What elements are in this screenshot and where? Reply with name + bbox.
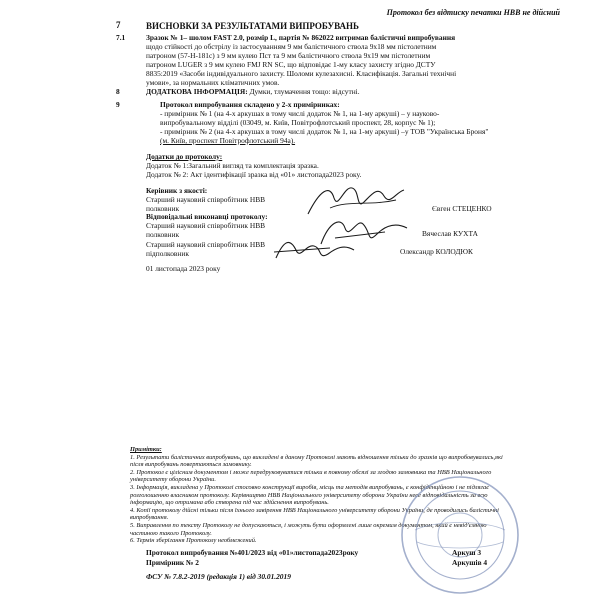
section-9-number: 9 — [116, 100, 120, 109]
section-9-title: Протокол випробування складено у 2-х примірниках: — [160, 100, 340, 109]
note-3: 3. Інформація, викладена у Протоколі стосовно конструкції виробів, місць та методів випробувань, є конфіденційною і не підлягає розголошенню власником протоколу. Керівництво НВВ Національного університету оборони України несе відповідальність за всю інформацію, що отримана або створена під час здійснення випробувань. — [130, 483, 490, 507]
copy-line-2: випробувальному відділі (03049, м. Київ, Повітрофлотський проспект, 28, корпус № 1); — [160, 118, 436, 127]
conclusion-line-2: щодо стійкості до обстрілу із застосуванням 9 мм балістичного ствола 9х18 мм пістолетним — [146, 42, 437, 51]
section-8-number: 8 — [116, 87, 120, 96]
person-3-rank: підполковник — [146, 249, 189, 258]
conclusion-line-6: умови», за нормальних кліматичних умов. — [146, 78, 280, 87]
person-1-name: Євген СТЕЦЕНКО — [432, 204, 492, 213]
person-1-rank: полковник — [146, 204, 180, 213]
copy-line-4: (м. Київ, проспект Повітрофлотський 94а). — [160, 136, 296, 145]
note-1: 1. Результати балістичних випробувань, що викладені в даному Протоколі мають відношення тільки до зразків що випробовувались,які після випробувань повертаються замовнику. — [130, 453, 503, 469]
person-1-position: Старший науковий співробітник НВВ — [146, 195, 266, 204]
section-8-title: ДОДАТКОВА ІНФОРМАЦІЯ: — [146, 87, 248, 96]
section-8 — [116, 87, 546, 96]
note-2: 2. Протокол є цілісним документом і може передруковуватися тільки в повному обсязі за згодою замовника та НВВ Національного університету оборони України. — [130, 468, 492, 484]
section-8-text: Думки, тлумачення тощо: відсутні. — [247, 87, 360, 96]
section-7 — [116, 20, 566, 31]
conclusion-line-3: патроном (57-Н-181с) з 9 мм кулею Пст та 9 мм балістичного ствола 9х19 мм пістолетним — [146, 51, 431, 60]
section-7-title: ВИСНОВКИ ЗА РЕЗУЛЬТАТАМИ ВИПРОБУВАНЬ — [146, 21, 359, 31]
signing-date: 01 листопада 2023 року — [146, 264, 221, 273]
footer-sheet: Аркуш 3 — [452, 548, 482, 557]
conclusion-line-5: 8835:2019 «Засоби індивідуального захисту. Шоломи кулезахисні. Класифікація. Загальні технічні — [146, 69, 457, 78]
signature-3-image — [270, 234, 360, 266]
annexes-title: Додатки до протоколу: — [146, 152, 223, 161]
section-7-body — [116, 33, 522, 87]
annex-2: Додаток № 2: Акт ідентифікації зразка від «01» листопада2023 року. — [146, 170, 362, 179]
person-3-position: Старший науковий співробітник НВВ — [146, 240, 266, 249]
quality-head-label: Керівник з якості: — [146, 186, 208, 195]
section-7-number: 7 — [116, 20, 121, 30]
person-2-position: Старший науковий співробітник НВВ — [146, 221, 266, 230]
person-2-rank: полковник — [146, 230, 180, 239]
annex-1: Додаток № 1:Загальний вигляд та комплектація зразка. — [146, 161, 319, 170]
footer-form-code: ФСУ № 7.8.2-2019 (редакція 1) від 30.01.2019 — [146, 572, 291, 581]
validity-note: Протокол без відтиску печатки НВВ не дійсний — [386, 8, 560, 17]
copy-line-1: - примірник № 1 (на 4-х аркушах в тому числі додаток № 1, на 1-му аркуші) – у науково- — [160, 109, 440, 118]
note-5: 5. Виправлення по тексту Протоколу не допускаються, і можуть бути оформлені лише окремим документом, який є невід'ємною частиною такого Протоколу. — [130, 521, 487, 537]
organization-seal-image — [395, 470, 525, 600]
executors-label: Відповідальні виконавці протоколу: — [146, 212, 268, 221]
note-6: 6. Термін зберігання Протоколу необмежений. — [130, 537, 257, 545]
footer-copy: Примірник № 2 — [146, 558, 199, 567]
conclusion-line-4: патроном LUGER з 9 мм кулею FMJ RN SC, що відповідає 1-му класу захисту згідно ДСТУ — [146, 60, 436, 69]
person-3-name: Олександр КОЛОДЮК — [400, 247, 473, 256]
note-4: 4. Копії протоколу дійсні тільки після їхнього завірення НВВ Національного університету оборони України, де проводились балістичні випробування. — [130, 506, 499, 522]
annexes — [146, 152, 546, 179]
section-9 — [116, 100, 540, 145]
copy-line-3: - примірник № 2 (на 4-х аркушах в тому числі додаток № 1, на 1-му аркуші) –у ТОВ "Українська Броня" — [160, 127, 489, 136]
footer-sheets: Аркушів 4 — [452, 558, 488, 567]
notes-title: Примітки: — [130, 446, 162, 453]
item-7-1-number: 7.1 — [116, 33, 126, 42]
footer-protocol-ref: Протокол випробування №401/2023 від «01»листопада2023року — [146, 548, 359, 557]
person-2-name: Вячеслав КУХТА — [422, 229, 478, 238]
conclusion-line-1: Зразок № 1– шолом FAST 2.0, розмір L, партія № 862022 витримав балістичні випробування — [146, 33, 456, 42]
